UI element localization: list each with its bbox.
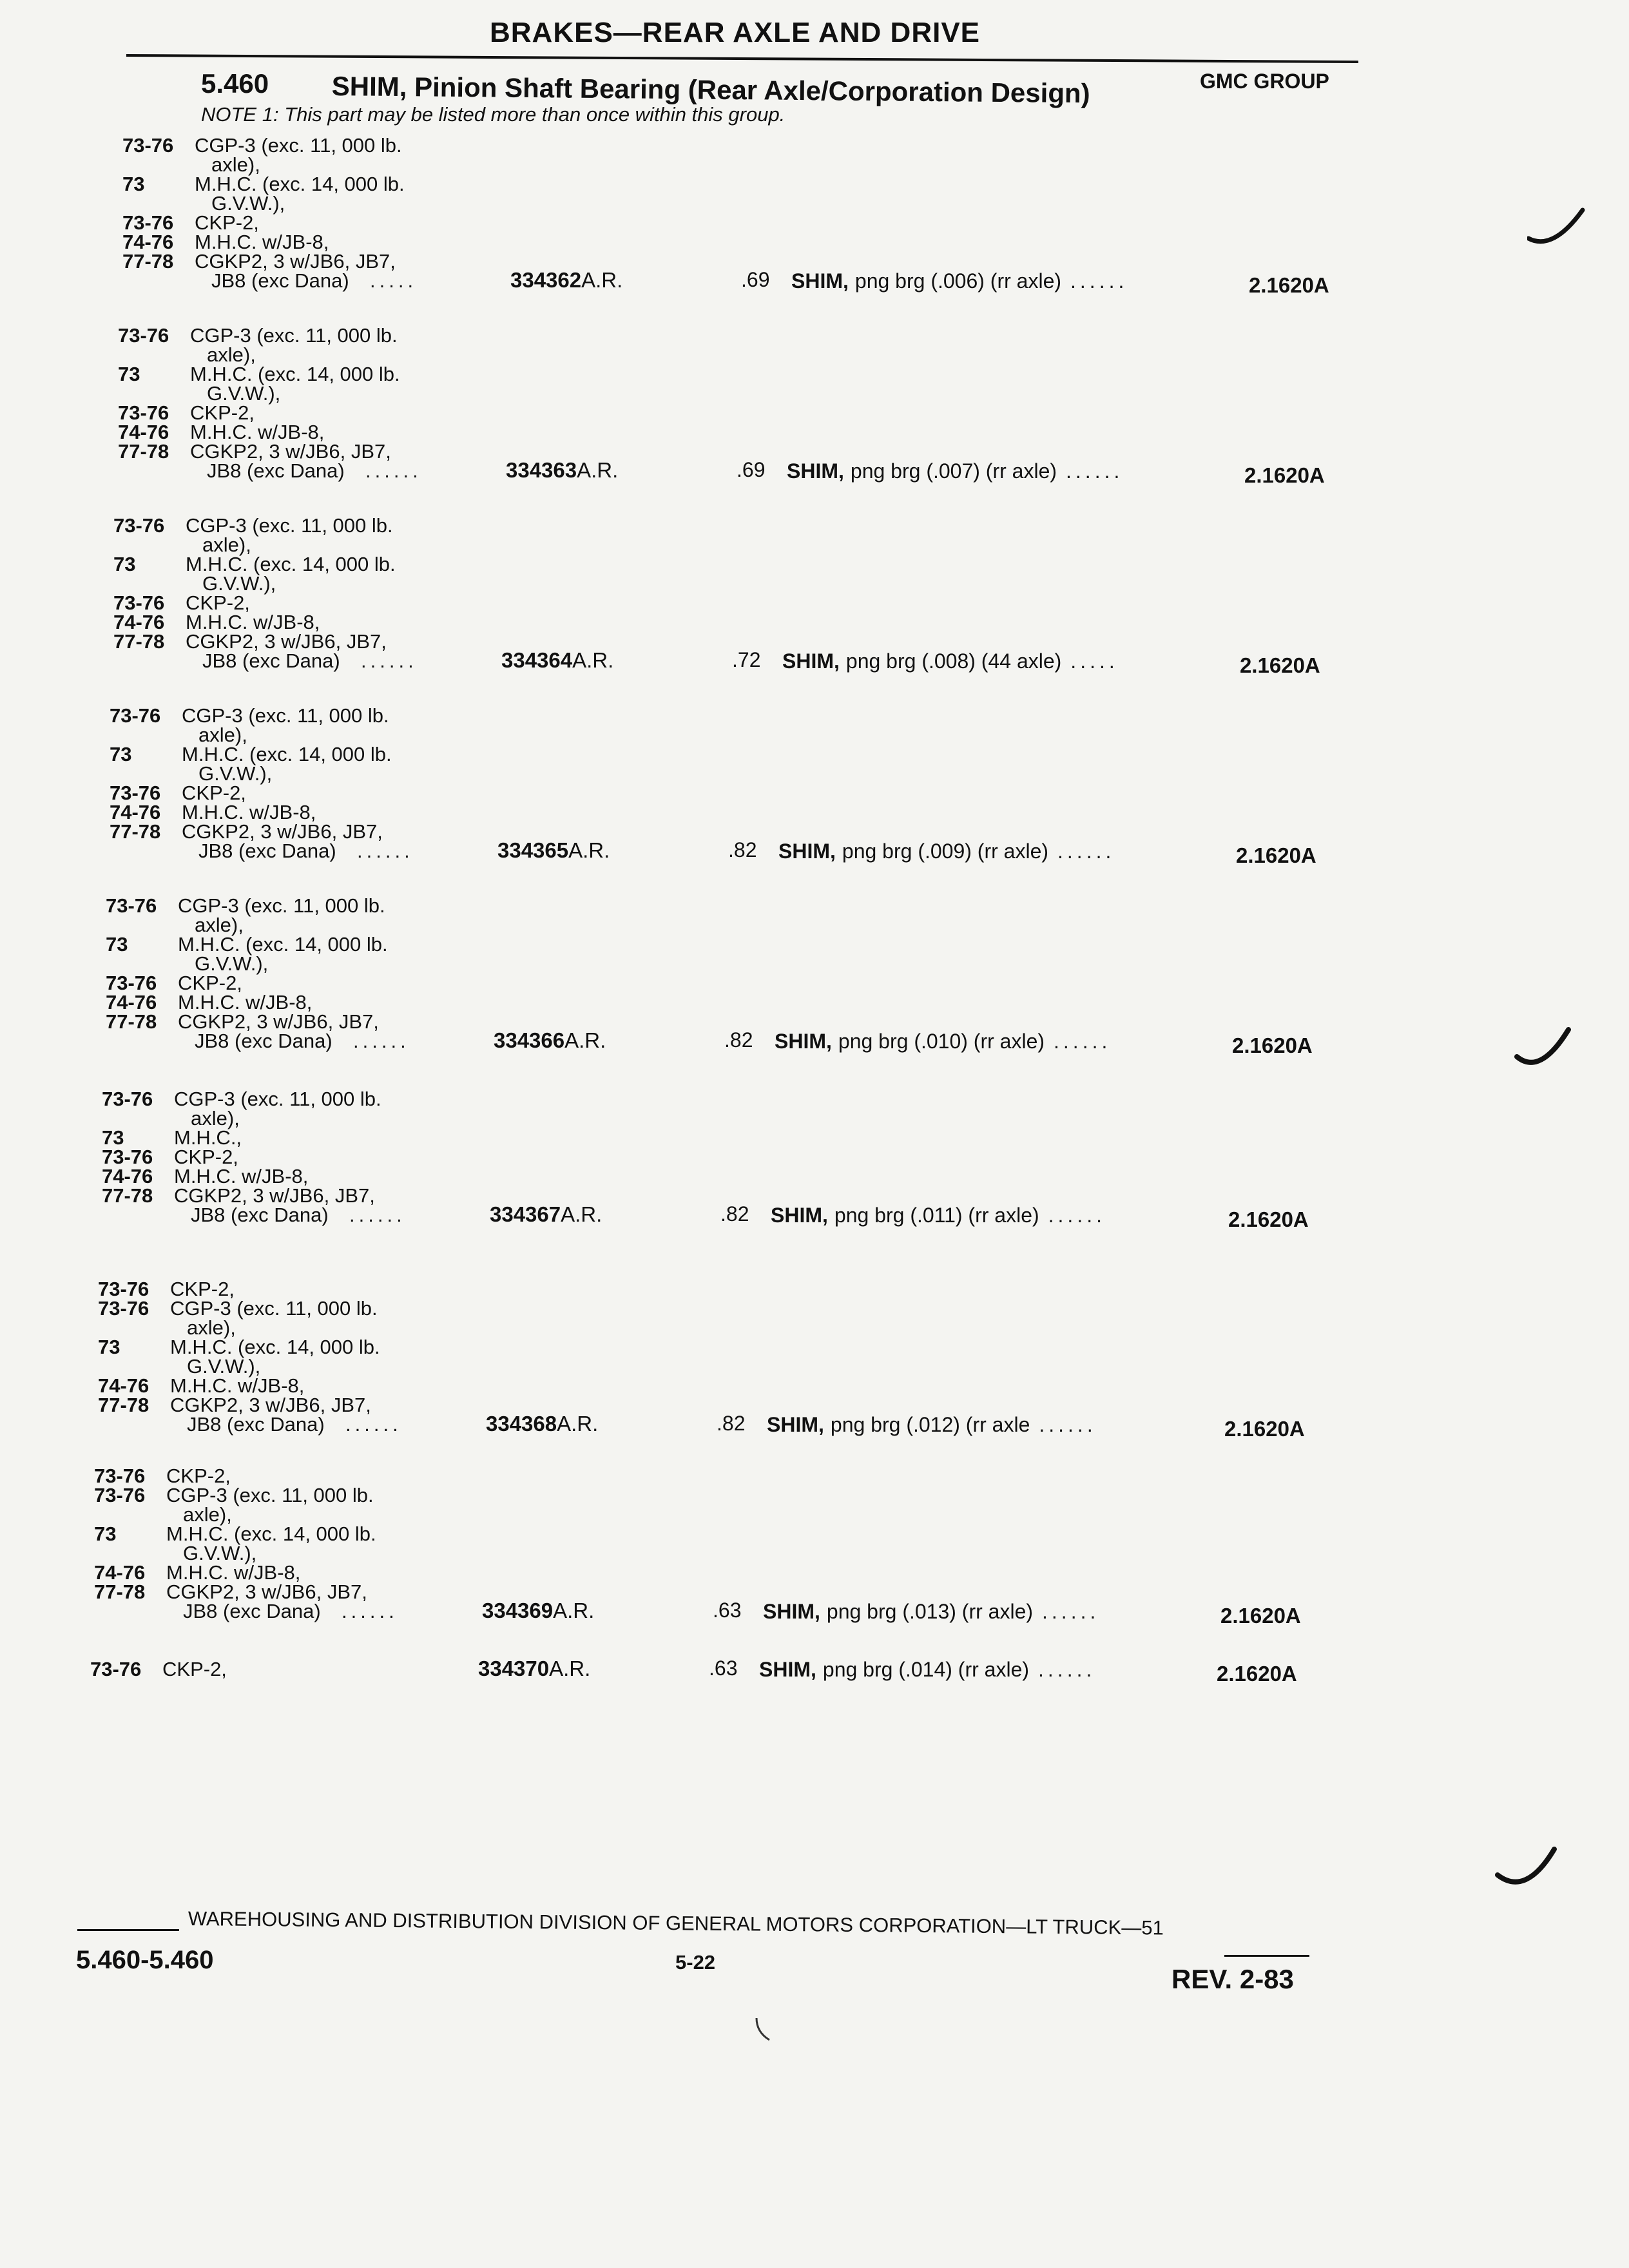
part-price: .82 [720,1202,749,1225]
group-number: 2.1620A [1224,1417,1305,1441]
application-text: CKP-2, [182,782,246,804]
part-description [763,1600,1099,1624]
model-year: 73-76 [102,1088,153,1110]
leader-dots: ...... [1048,1204,1106,1227]
model-year: 73-76 [122,134,174,157]
model-year: 73-76 [110,704,161,727]
application-text: M.H.C. w/JB-8, [178,991,313,1014]
application-text: M.H.C. w/JB-8, [195,231,329,253]
application-text: CGP-3 (exc. 11, 000 lb. [186,514,393,537]
part-price: .82 [728,838,757,861]
part-name: SHIM, [775,1030,832,1053]
application-text: M.H.C. (exc. 14, 000 lb. [182,743,392,765]
part-description [787,459,1123,483]
application-text: JB8 (exc Dana) [191,1204,329,1226]
application-text: JB8 (exc Dana) [202,649,340,672]
leader-dots: ...... [345,1413,402,1436]
binder-mark-2 [1514,1024,1572,1076]
application-text: M.H.C. (exc. 14, 000 lb. [195,173,405,195]
part-name: SHIM, [763,1600,820,1623]
part-name: SHIM, [791,269,849,293]
application-text: axle), [198,724,247,746]
part-number-suffix: A.R. [549,1657,591,1680]
model-year: 73-76 [106,894,157,917]
application-text: M.H.C. w/JB-8, [166,1561,301,1584]
part-spec: png brg (.012) (rr axle [830,1413,1030,1436]
model-year: 74-76 [102,1165,153,1187]
part-number-suffix: A.R. [553,1599,595,1622]
part-spec: png brg (.008) (44 axle) [845,649,1062,673]
part-number [478,1657,590,1681]
page-header-title: BRAKES—REAR AXLE AND DRIVE [490,17,981,48]
group-number: 2.1620A [1220,1604,1301,1628]
model-year: 73-76 [94,1465,146,1487]
application-text: axle), [207,343,256,366]
leader-dots: ...... [361,649,418,672]
application-text: M.H.C. w/JB-8, [190,421,325,443]
model-year: 74-76 [122,231,174,253]
part-description [771,1204,1106,1227]
application-text: CKP-2, [178,972,242,994]
model-year: 74-76 [106,991,157,1014]
application-text: CGKP2, 3 w/JB6, JB7, [195,250,396,273]
application-text: axle), [187,1316,236,1339]
model-year: 73-76 [106,972,157,994]
part-number-suffix: A.R. [577,458,619,482]
part-number-suffix: A.R. [561,1202,602,1226]
application-text: CKP-2, [190,401,255,424]
model-year: 73 [94,1523,117,1545]
application-text: M.H.C. w/JB-8, [174,1165,309,1187]
part-spec: png brg (.006) (rr axle) [854,269,1062,293]
model-year: 77-78 [113,630,165,653]
part-description [775,1030,1111,1053]
model-year: 74-76 [113,611,165,633]
gmc-group-label: GMC GROUP [1200,70,1329,93]
part-description [767,1413,1097,1437]
application-text: CKP-2, [162,1658,227,1680]
part-number-suffix: A.R. [581,268,623,292]
application-text: CGKP2, 3 w/JB6, JB7, [190,440,391,463]
application-text: CGKP2, 3 w/JB6, JB7, [166,1581,367,1603]
application-text: M.H.C. w/JB-8, [186,611,320,633]
model-year: 74-76 [118,421,169,443]
model-year: 77-78 [98,1394,149,1416]
part-price: .72 [732,648,761,671]
part-number-digits: 334364 [501,648,573,672]
leader-dots: ...... [342,1600,398,1622]
part-spec: png brg (.010) (rr axle) [838,1030,1045,1053]
application-text: CGKP2, 3 w/JB6, JB7, [174,1184,375,1207]
model-year: 74-76 [94,1561,146,1584]
application-text: axle), [195,914,244,936]
page-number: 5-22 [675,1951,716,1974]
application-text: JB8 (exc Dana) [187,1413,325,1436]
binder-mark-1 [1527,206,1585,251]
application-text: CGP-3 (exc. 11, 000 lb. [195,134,402,157]
model-year: 73-76 [113,591,165,614]
group-number: 2.1620A [1236,843,1316,867]
application-text: G.V.W.), [195,952,269,975]
application-text: G.V.W.), [183,1542,257,1564]
part-price: .69 [737,458,766,481]
application-text: M.H.C. w/JB-8, [182,801,316,823]
part-spec: png brg (.009) (rr axle) [842,840,1049,863]
application-text: M.H.C. (exc. 14, 000 lb. [170,1336,380,1358]
part-spec: png brg (.011) (rr axle) [834,1204,1039,1227]
model-year: 73 [113,553,136,575]
model-year: 77-78 [102,1184,153,1207]
section-number: 5.460 [201,68,269,99]
group-number: 2.1620A [1232,1033,1313,1057]
part-number-digits: 334370 [478,1657,550,1680]
application-text: M.H.C. (exc. 14, 000 lb. [190,363,400,385]
part-description [778,840,1115,863]
application-text: CGKP2, 3 w/JB6, JB7, [178,1010,379,1033]
application-text: CKP-2, [166,1465,231,1487]
application-text: CKP-2, [170,1278,235,1300]
application-text: CKP-2, [186,591,250,614]
part-number-digits: 334367 [490,1202,561,1226]
part-number [486,1412,598,1436]
model-year: 73 [98,1336,120,1358]
part-number-digits: 334368 [486,1412,557,1436]
part-number [510,268,622,293]
part-description [791,269,1128,293]
parts-entry [0,1279,1629,1472]
part-number [501,648,613,673]
part-number [506,458,618,483]
revision-label: REV. 2-83 [1171,1964,1294,1994]
parts-entry [0,1089,1629,1282]
application-text: G.V.W.), [211,192,285,215]
application-text: G.V.W.), [198,762,273,785]
parts-entry [0,1466,1629,1659]
application-text: CGKP2, 3 w/JB6, JB7, [186,630,387,653]
model-year: 73-76 [113,514,165,537]
application-text: axle), [183,1503,232,1526]
model-year: 74-76 [110,801,161,823]
leader-dots: ...... [353,1030,410,1052]
application-text: axle), [191,1107,240,1129]
part-number-suffix: A.R. [572,648,614,672]
model-year: 73-76 [122,211,174,234]
application-text: JB8 (exc Dana) [198,840,336,862]
section-title: SHIM, Pinion Shaft Bearing (Rear Axle/Corporation Design) [331,71,1090,109]
part-spec: png brg (.007) (rr axle) [850,459,1057,483]
application-text: CGP-3 (exc. 11, 000 lb. [174,1088,381,1110]
application-text: CKP-2, [195,211,259,234]
application-text: axle), [211,153,260,176]
part-number [494,1028,606,1053]
part-number [482,1599,594,1623]
part-number-digits: 334369 [482,1599,554,1622]
part-price: .63 [709,1657,738,1680]
part-number-digits: 334362 [510,268,582,292]
leader-dots: ..... [1070,649,1119,673]
model-year: 73 [102,1126,124,1149]
leader-dots: ...... [357,840,414,862]
leader-dots: ...... [1038,1658,1096,1681]
application-text: M.H.C. (exc. 14, 000 lb. [186,553,396,575]
part-name: SHIM, [759,1658,816,1681]
part-price: .63 [713,1599,742,1622]
pen-mark [754,2017,773,2042]
model-year: 77-78 [118,440,169,463]
parts-entry [0,1659,1629,1852]
part-description [759,1658,1095,1682]
part-price: .82 [717,1412,746,1435]
group-number: 2.1620A [1217,1662,1297,1686]
part-number [490,1202,602,1227]
footer-rule-right [1224,1955,1309,1957]
application-text: CGP-3 (exc. 11, 000 lb. [178,894,385,917]
binder-mark-3 [1495,1843,1559,1894]
application-text: CGP-3 (exc. 11, 000 lb. [166,1484,374,1506]
leader-dots: ...... [1042,1600,1100,1623]
model-year: 73 [122,173,145,195]
leader-dots: ...... [1057,840,1115,863]
leader-dots: ...... [1070,269,1128,293]
model-year: 73 [106,933,128,956]
leader-dots: ...... [1039,1413,1097,1436]
application-text: M.H.C. (exc. 14, 000 lb. [166,1523,376,1545]
section-note: NOTE 1: This part may be listed more than once within this group. [201,103,786,126]
model-year: 73 [118,363,140,385]
part-number-digits: 334366 [494,1028,565,1052]
model-year: 77-78 [122,250,174,273]
model-year: 73-76 [90,1658,142,1680]
parts-entry [0,515,1629,709]
model-year: 73-76 [98,1278,149,1300]
application-text: CGKP2, 3 w/JB6, JB7, [170,1394,371,1416]
model-year: 77-78 [110,820,161,843]
application-text: CKP-2, [174,1146,238,1168]
application-text: JB8 (exc Dana) [183,1600,321,1622]
group-number: 2.1620A [1249,273,1329,297]
part-name: SHIM, [767,1413,824,1436]
footer-rule-left [77,1929,179,1931]
part-spec: png brg (.014) (rr axle) [822,1658,1030,1681]
parts-entry [0,706,1629,899]
application-text: JB8 (exc Dana) [211,269,349,292]
part-number [497,838,610,863]
application-text: JB8 (exc Dana) [207,459,345,482]
application-text: M.H.C. w/JB-8, [170,1374,305,1397]
model-year: 74-76 [98,1374,149,1397]
part-number-suffix: A.R. [557,1412,599,1436]
application-text: M.H.C. (exc. 14, 000 lb. [178,933,388,956]
part-spec: png brg (.013) (rr axle) [826,1600,1034,1623]
group-number: 2.1620A [1240,653,1320,677]
model-year: 73-76 [110,782,161,804]
application-text: CGP-3 (exc. 11, 000 lb. [170,1297,378,1320]
leader-dots: ...... [349,1204,406,1226]
model-year: 73 [110,743,132,765]
part-price: .82 [724,1028,753,1052]
parts-entry [0,896,1629,1089]
group-number: 2.1620A [1228,1207,1309,1231]
application-text: M.H.C., [174,1126,242,1149]
model-year: 73-76 [98,1297,149,1320]
application-text: G.V.W.), [202,572,276,595]
part-name: SHIM, [771,1204,828,1227]
leader-dots: ...... [1066,459,1124,483]
part-price: .69 [741,268,770,291]
footer-section-range: 5.460-5.460 [76,1946,214,1974]
leader-dots: ..... [370,269,418,292]
parts-entry [0,135,1629,329]
leader-dots: ...... [1054,1030,1112,1053]
part-name: SHIM, [778,840,836,863]
application-text: CGP-3 (exc. 11, 000 lb. [182,704,389,727]
application-text: G.V.W.), [187,1355,261,1378]
model-year: 73-76 [102,1146,153,1168]
application-text: G.V.W.), [207,382,281,405]
model-year: 73-76 [94,1484,146,1506]
part-name: SHIM, [787,459,844,483]
application-text: CGKP2, 3 w/JB6, JB7, [182,820,383,843]
part-description [782,649,1119,673]
part-number-digits: 334363 [506,458,577,482]
part-number-suffix: A.R. [568,838,610,862]
model-year: 77-78 [106,1010,157,1033]
leader-dots: ...... [365,459,422,482]
group-number: 2.1620A [1244,463,1325,487]
model-year: 73-76 [118,324,169,347]
part-number-digits: 334365 [497,838,569,862]
application-text: axle), [202,533,251,556]
footer-division-text: WAREHOUSING AND DISTRIBUTION DIVISION OF GENERAL MOTORS CORPORATION—LT TRUCK—51 [188,1907,1164,1939]
part-number-suffix: A.R. [564,1028,606,1052]
application-text: JB8 (exc Dana) [195,1030,333,1052]
application-text: CGP-3 (exc. 11, 000 lb. [190,324,398,347]
part-name: SHIM, [782,649,840,673]
parts-entry [0,325,1629,519]
model-year: 73-76 [118,401,169,424]
model-year: 77-78 [94,1581,146,1603]
